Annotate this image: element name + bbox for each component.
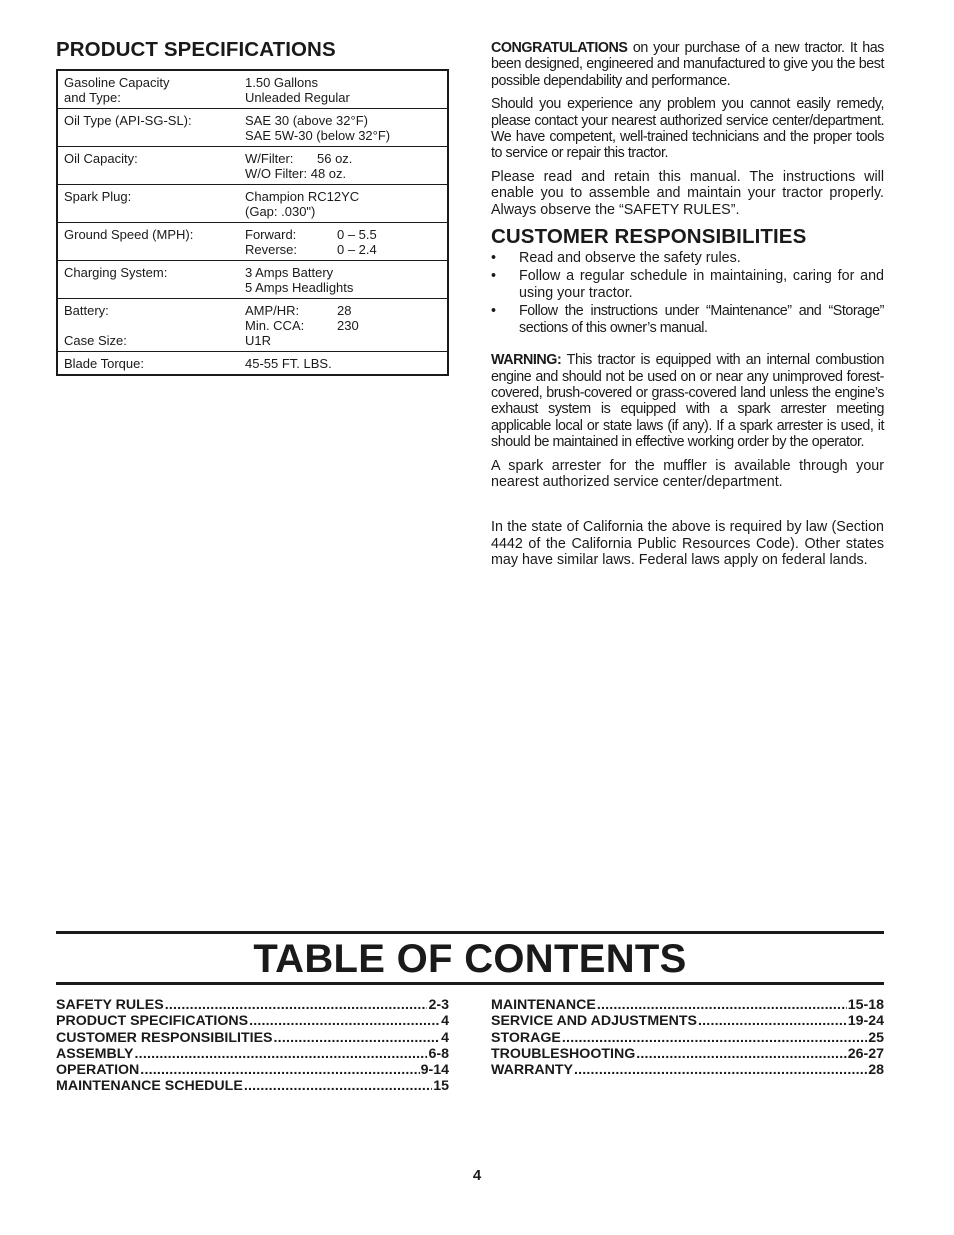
toc-entry-pages: 19-24 [847, 1013, 884, 1030]
toc-bottom-rule [56, 982, 884, 985]
spec-value-line: 5 Amps Headlights [245, 280, 354, 295]
toc-entry-operation[interactable] [56, 1062, 449, 1078]
spec-label [57, 109, 239, 147]
toc-entry-label: MAINTENANCE SCHEDULE [56, 1078, 243, 1095]
retain-paragraph: Please read and retain this manual. The instructions will enable you to assemble and maintain your tractor properly. Always observe the “SAFETY RULES”. [491, 168, 884, 218]
toc-leader [597, 997, 847, 1013]
spec-amount: 28 [337, 303, 352, 318]
list-item [491, 268, 884, 301]
toc-entry-pages: 2-3 [428, 997, 449, 1013]
spec-value-line [245, 242, 447, 257]
spec-row-oil-capacity [57, 147, 448, 185]
spec-value-line: (Gap: .030") [245, 204, 316, 219]
spec-row-charging-system [57, 261, 448, 299]
spec-value [239, 352, 448, 376]
spec-value-line: 45-55 FT. LBS. [245, 356, 332, 371]
bullet-icon: • [491, 303, 496, 320]
list-item-text: Read and observe the safety rules. [519, 250, 741, 267]
warning-text: This tractor is equipped with an internal combustion engine and should not be used on or near any unimproved forest-covered, brush-covered or grass-covered land unless the engine’s exhaust system is equipped with a spark arrester meeting applicable local or state laws (if any). If a spark arrester is used, it should be maintained in effective working order by the operator. [491, 352, 884, 451]
spec-label [57, 70, 239, 109]
spec-value-line: U1R [245, 333, 272, 348]
spec-value [239, 223, 448, 261]
toc-leader [140, 1062, 419, 1078]
spec-value-line: 3 Amps Battery [245, 265, 334, 280]
spec-label [57, 147, 239, 185]
intro-column [491, 40, 884, 576]
toc-entry-pages: 6-8 [428, 1045, 449, 1062]
spec-label-line: Charging System: [64, 265, 168, 280]
congratulations-text: on your purchase of a new tractor. It has been designed, engineered and manufactured to give you the best possible dependability and performance. [491, 40, 884, 89]
spec-amount: 48 oz. [310, 166, 347, 181]
toc-leader [165, 997, 428, 1013]
spec-value [239, 261, 448, 299]
toc-entry-service-and-adjustments[interactable] [491, 1013, 884, 1029]
spec-label-line: Oil Capacity: [64, 151, 138, 166]
spec-row-ground-speed [57, 223, 448, 261]
spec-label [57, 352, 239, 376]
page-number: 4 [472, 1167, 482, 1184]
toc-entry-pages: 15 [433, 1078, 449, 1095]
spec-label-line: Oil Type (API-SG-SL): [64, 113, 192, 128]
customer-responsibilities-list [491, 250, 884, 336]
spec-amount: 230 [337, 318, 359, 333]
spec-key: Forward: [245, 227, 297, 242]
spec-value-line: Unleaded Regular [245, 90, 350, 105]
bullet-icon: • [491, 268, 497, 285]
problem-paragraph: Should you experience any problem you cannot easily remedy, please contact your nearest authorized service center/department. We have competent, well-trained technicians and the proper tools to service or repair this tractor. [491, 96, 884, 162]
toc-leader [249, 1013, 440, 1029]
toc-entry-pages: 25 [868, 1029, 884, 1046]
spec-value-line: Champion RC12YC [245, 189, 360, 204]
toc-entry-safety-rules[interactable] [56, 997, 449, 1013]
toc-entry-label: SAFETY RULES [56, 997, 164, 1013]
spec-value-line: 1.50 Gallons [245, 75, 318, 90]
toc-top-rule [56, 931, 884, 934]
toc-entry-customer-responsibilities[interactable] [56, 1030, 449, 1046]
spec-key: W/O Filter: [245, 166, 308, 181]
spec-value [239, 147, 448, 185]
toc-entry-troubleshooting[interactable] [491, 1046, 884, 1062]
toc-entry-warranty[interactable] [491, 1062, 884, 1078]
spec-label [57, 261, 239, 299]
toc-leader [274, 1030, 441, 1046]
spec-label-line: Gasoline Capacity [64, 75, 170, 90]
toc-entry-maintenance[interactable] [491, 997, 884, 1013]
spec-value-line [245, 227, 447, 242]
toc-leader [698, 1013, 847, 1029]
toc-leader [244, 1078, 432, 1094]
spec-label-spacer [64, 318, 239, 333]
toc-leader [135, 1046, 428, 1062]
spec-label [57, 185, 239, 223]
toc-entry-product-specifications[interactable] [56, 1013, 449, 1029]
toc-entry-label: PRODUCT SPECIFICATIONS [56, 1013, 249, 1030]
toc-leader [636, 1046, 846, 1062]
list-item-text: Follow the instructions under “Maintenance” and “Storage” sections of this owner’s manual. [519, 303, 884, 336]
spec-label-line: Ground Speed (MPH): [64, 227, 194, 242]
toc-entry-maintenance-schedule[interactable] [56, 1078, 449, 1094]
list-item [491, 303, 884, 336]
spec-value-line [245, 166, 447, 181]
toc-right-column [491, 997, 884, 1078]
warning-lead: WARNING: [491, 352, 562, 369]
toc-title: TABLE OF CONTENTS [253, 937, 687, 981]
toc-left-column [56, 997, 449, 1095]
spec-label [57, 299, 239, 352]
toc-leader [574, 1062, 867, 1078]
spec-label [57, 223, 239, 261]
california-paragraph: In the state of California the above is required by law (Section 4442 of the California Public Resources Code). Other states may have similar laws. Federal laws apply on federal lands. [491, 519, 884, 569]
spec-label-line: Blade Torque: [64, 356, 144, 371]
spec-key: AMP/HR: [245, 303, 300, 318]
product-specifications-heading: PRODUCT SPECIFICATIONS [56, 38, 336, 61]
toc-entry-pages: 4 [441, 1013, 449, 1030]
spark-arrester-paragraph: A spark arrester for the muffler is available through your nearest authorized service center/department. [491, 457, 884, 490]
spec-value-line: SAE 30 (above 32°F) [245, 113, 368, 128]
spec-value [239, 185, 448, 223]
toc-entry-assembly[interactable] [56, 1046, 449, 1062]
congratulations-paragraph [491, 40, 884, 89]
list-item-text: Follow a regular schedule in maintaining, caring for and using your tractor. [519, 268, 884, 301]
toc-entry-pages: 15-18 [847, 997, 884, 1013]
spec-value [239, 70, 448, 109]
toc-entry-pages: 4 [441, 1029, 449, 1046]
spec-row-oil-type [57, 109, 448, 147]
spec-label-line: Battery: [64, 303, 109, 318]
warning-paragraph [491, 352, 884, 450]
spec-value-line [245, 151, 447, 166]
spec-value-line: SAE 5W-30 (below 32°F) [245, 128, 391, 143]
toc-entry-label: ASSEMBLY [56, 1045, 134, 1062]
spec-row-spark-plug [57, 185, 448, 223]
spec-value-line [245, 318, 447, 333]
spec-value-line [245, 303, 447, 318]
spec-label-line: and Type: [64, 90, 121, 105]
spec-label-line: Spark Plug: [64, 189, 132, 204]
spec-row-battery [57, 299, 448, 352]
list-item [491, 250, 884, 266]
toc-entry-label: WARRANTY [491, 1062, 573, 1079]
toc-entry-pages: 28 [868, 1062, 884, 1079]
toc-entry-label: CUSTOMER RESPONSIBILITIES [56, 1029, 273, 1046]
toc-entry-label: TROUBLESHOOTING [491, 1045, 636, 1062]
spec-amount: 0 – 5.5 [337, 227, 377, 242]
spec-label-line: Case Size: [64, 333, 127, 348]
product-specifications-section [56, 38, 449, 376]
toc-leader [562, 1030, 867, 1046]
customer-responsibilities-heading: CUSTOMER RESPONSIBILITIES [491, 225, 807, 249]
toc-entry-pages: 26-27 [847, 1045, 884, 1062]
spec-key: Reverse: [245, 242, 298, 257]
spec-amount: 0 – 2.4 [337, 242, 377, 257]
bullet-icon: • [491, 250, 497, 267]
toc-entry-label: SERVICE AND ADJUSTMENTS [491, 1013, 698, 1030]
spec-row-gasoline [57, 70, 448, 109]
toc-entry-label: MAINTENANCE [491, 997, 596, 1013]
toc-entry-pages: 9-14 [420, 1062, 449, 1079]
spec-table [56, 69, 449, 376]
spec-value [239, 109, 448, 147]
toc-entry-label: STORAGE [491, 1029, 561, 1046]
spec-value [239, 299, 448, 352]
toc-entry-storage[interactable] [491, 1030, 884, 1046]
spec-key: Min. CCA: [245, 318, 305, 333]
toc-entry-label: OPERATION [56, 1062, 140, 1079]
spec-key: W/Filter: [245, 151, 294, 166]
spec-amount: 56 oz. [317, 151, 353, 166]
spec-row-blade-torque [57, 352, 448, 376]
congratulations-lead: CONGRATULATIONS [491, 40, 628, 56]
